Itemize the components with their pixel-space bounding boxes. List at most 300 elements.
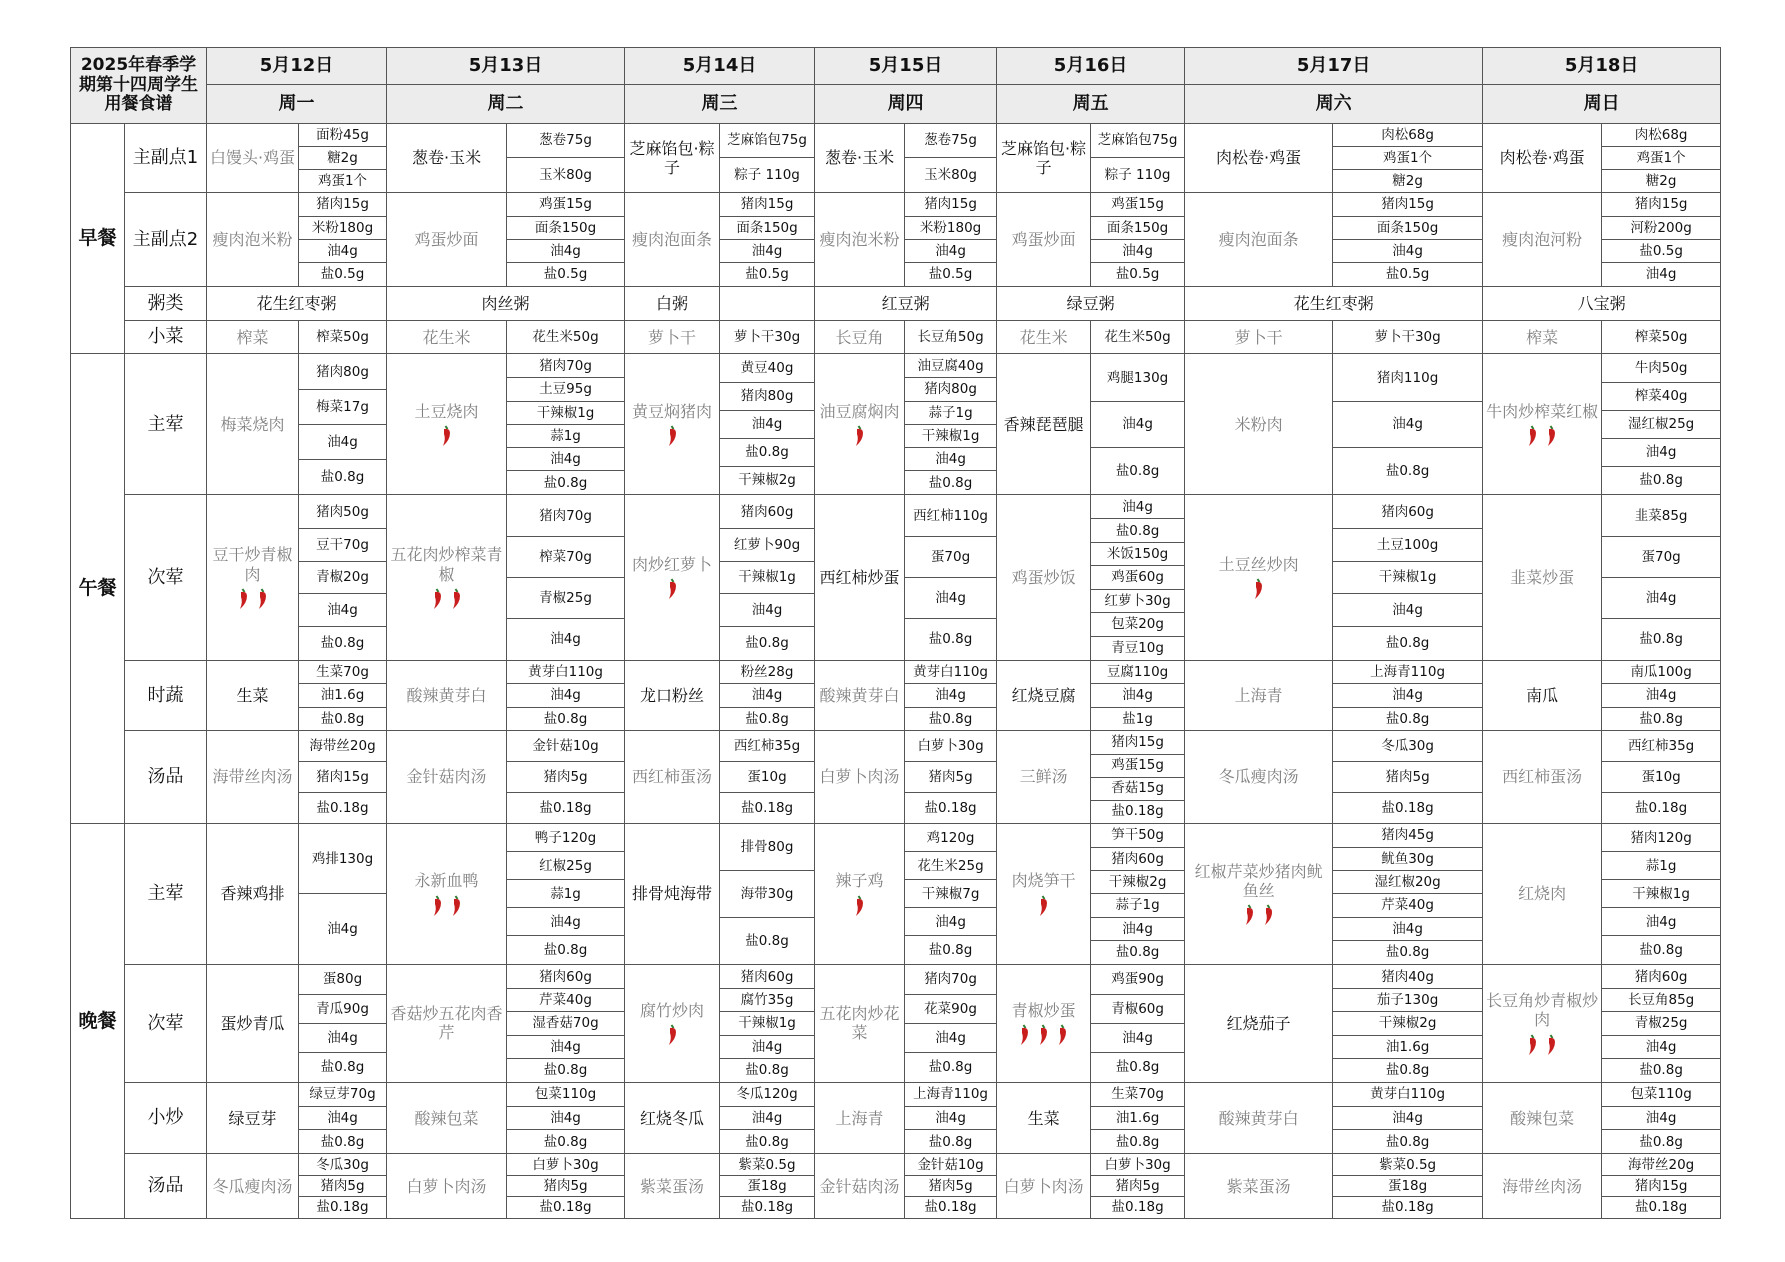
dish-label: 白馒头·鸡蛋: [209, 148, 296, 168]
dish-label: 酸辣黄芽白: [819, 685, 900, 705]
ingredient-item: 盐0.5g: [1602, 239, 1720, 262]
ingredient-item: 猪肉15g: [1111, 734, 1164, 751]
chili-pepper-icon: [431, 588, 444, 610]
ingredient-item: 盐0.8g: [905, 1052, 996, 1081]
dish-name: [1483, 123, 1602, 193]
ingredient-item: 猪肉45g: [1381, 827, 1434, 844]
dish-label: 葱卷·玉米: [825, 148, 895, 168]
ingredient-item: 河粉200g: [1602, 216, 1720, 239]
dish-name: [207, 731, 299, 824]
ingredient-item: 盐1g: [1091, 707, 1184, 730]
ingredient-item: 笋干50g: [1111, 827, 1164, 844]
ingredient-item: 蛋18g: [1333, 1175, 1482, 1196]
ingredient-item: 鸡蛋1个: [299, 169, 386, 192]
dish-label: 榨菜: [1526, 327, 1559, 347]
dish-label: 酸辣包菜: [414, 1108, 479, 1128]
dish-name: [207, 495, 299, 660]
ingredient-item: 猪肉15g: [316, 196, 369, 213]
dish-name: [1483, 964, 1602, 1082]
ingredient-item: 青瓜90g: [299, 994, 386, 1023]
dish-name: [1185, 1082, 1333, 1154]
ingredient-item: 盐0.5g: [507, 262, 624, 285]
ingredient-item: 盐0.18g: [507, 1196, 624, 1217]
ingredient-list: [720, 354, 815, 495]
ingredient-list: [299, 1154, 387, 1219]
dish-name: [625, 823, 720, 964]
ingredient-item: 米饭150g: [1091, 542, 1184, 565]
ingredient-item: 猪肉5g: [905, 1175, 996, 1196]
ingredient-list: [905, 964, 997, 1082]
ingredient-item: 猪肉110g: [1376, 369, 1439, 386]
dish-name: [997, 123, 1091, 193]
ingredient-list: [1091, 1082, 1185, 1154]
dish-label: 鸡蛋炒面: [414, 229, 479, 249]
ingredient-item: 盐0.18g: [299, 792, 386, 823]
dish-name: [997, 823, 1091, 964]
chili-pepper-icon: [1545, 425, 1558, 447]
dish-label: 永新血鸭: [414, 871, 479, 891]
chili-pepper-icon: [450, 588, 463, 610]
spicy-indicator: [389, 425, 504, 447]
ingredient-item: 干辣椒2g: [1333, 1011, 1482, 1034]
ingredient-item: 鸡120g: [926, 829, 975, 846]
dish-label: 芝麻馅包·粽子: [629, 138, 715, 177]
ingredient-item: 榨菜50g: [316, 329, 369, 346]
ingredient-item: 油4g: [1333, 239, 1482, 262]
section-label: 主副点2: [125, 193, 207, 287]
ingredient-item: 黄芽白110g: [1370, 1086, 1446, 1103]
dish-name: [625, 123, 720, 193]
ingredient-item: 盐0.8g: [905, 1129, 996, 1153]
ingredient-item: 干辣椒1g: [1333, 561, 1482, 594]
ingredient-list: [1091, 321, 1185, 354]
dish-label: 青椒炒蛋: [1011, 1000, 1076, 1020]
ingredient-list: [720, 1154, 815, 1219]
dish-label: 瘦肉泡米粉: [819, 229, 900, 249]
dish-label: 瘦肉泡米粉: [212, 229, 293, 249]
ingredient-list: [507, 193, 625, 287]
chili-pepper-icon: [1262, 904, 1275, 926]
ingredient-item: 蒜子1g: [905, 401, 996, 424]
ingredient-item: 油4g: [720, 593, 814, 626]
ingredient-item: 蛋70g: [905, 536, 996, 577]
porridge-cell: 红豆粥: [815, 286, 997, 320]
dish-name: [387, 321, 507, 354]
ingredient-item: 猪肉70g: [924, 971, 977, 988]
dish-name: [625, 354, 720, 495]
ingredient-item: 白萝卜30g: [917, 738, 984, 755]
ingredient-list: [905, 495, 997, 660]
ingredient-item: 盐0.8g: [299, 626, 386, 659]
spicy-indicator: [817, 425, 902, 447]
ingredient-item: 猪肉80g: [720, 382, 814, 410]
ingredient-item: 蒜1g: [507, 424, 624, 447]
date-header: 5月15日: [815, 48, 997, 85]
ingredient-item: 盐0.5g: [1091, 262, 1184, 285]
ingredient-item: 盐0.5g: [905, 262, 996, 285]
ingredient-list: [720, 1082, 815, 1154]
section-label: 粥类: [125, 286, 207, 320]
ingredient-item: 包菜110g: [1630, 1086, 1692, 1103]
dish-name: [815, 123, 905, 193]
dish-name: [1185, 731, 1333, 824]
ingredient-item: 萝卜干30g: [1374, 329, 1441, 346]
dish-name: [997, 1082, 1091, 1154]
dish-name: [997, 731, 1091, 824]
ingredient-item: 猪肉60g: [740, 968, 794, 985]
dish-label: 花生米: [422, 327, 471, 347]
ingredient-item: 糖2g: [1333, 169, 1482, 192]
dish-label: 萝卜干: [648, 327, 697, 347]
dish-name: [997, 354, 1091, 495]
ingredient-item: 猪肉120g: [1630, 829, 1692, 846]
ingredient-item: 油4g: [1091, 239, 1184, 262]
ingredient-item: 韭菜85g: [1634, 507, 1688, 524]
ingredient-list: [1602, 321, 1721, 354]
ingredient-item: 油4g: [1122, 499, 1153, 516]
dish-label: 紫菜蛋汤: [640, 1176, 705, 1196]
ingredient-item: 干辣椒2g: [720, 466, 814, 494]
ingredient-item: 面粉45g: [316, 126, 369, 143]
ingredient-item: 青豆10g: [1091, 636, 1184, 659]
ingredient-item: 青椒60g: [1091, 994, 1184, 1023]
ingredient-item: 盐0.8g: [299, 1052, 386, 1081]
ingredient-list: [1602, 354, 1721, 495]
dish-name: [387, 964, 507, 1082]
dish-name: [1483, 193, 1602, 287]
ingredient-item: 油4g: [905, 683, 996, 706]
ingredient-item: 萝卜干30g: [733, 329, 801, 346]
ingredient-item: 油4g: [720, 239, 814, 262]
ingredient-list: [720, 823, 815, 964]
dish-name: [1185, 354, 1333, 495]
ingredient-item: 冬瓜120g: [736, 1086, 798, 1103]
ingredient-item: 油4g: [507, 239, 624, 262]
ingredient-item: 面条150g: [1333, 216, 1482, 239]
ingredient-item: 盐0.18g: [299, 1196, 386, 1217]
ingredient-item: 猪肉50g: [316, 503, 369, 520]
dish-name: [815, 495, 905, 660]
dish-label: 米粉肉: [1234, 414, 1283, 434]
ingredient-item: 鸡蛋15g: [1111, 196, 1164, 213]
chili-pepper-icon: [1252, 578, 1265, 600]
ingredient-list: [507, 1154, 625, 1219]
ingredient-item: 土豆100g: [1333, 528, 1482, 561]
ingredient-item: 盐0.8g: [1333, 1129, 1482, 1153]
ingredient-item: 豆腐110g: [1106, 663, 1169, 680]
porridge-cell: 八宝粥: [1483, 286, 1721, 320]
ingredient-item: 葱卷75g: [924, 132, 977, 149]
ingredient-list: [1091, 123, 1185, 193]
ingredient-item: 盐0.8g: [1091, 1052, 1184, 1081]
dish-name: [625, 193, 720, 287]
spicy-indicator: [389, 895, 504, 917]
ingredient-item: 盐0.18g: [1091, 800, 1184, 823]
ingredient-item: 油4g: [299, 424, 386, 459]
dish-label: 黄豆焖猪肉: [632, 401, 713, 421]
ingredient-item: 油4g: [507, 447, 624, 470]
meal-label: 早餐: [71, 123, 125, 354]
ingredient-item: 油4g: [1091, 917, 1184, 940]
dish-label: 萝卜干: [1234, 327, 1283, 347]
dish-label: 冬瓜瘦肉汤: [212, 1176, 293, 1196]
ingredient-list: [1333, 660, 1483, 731]
date-header: 5月12日: [207, 48, 387, 85]
dish-name: [625, 660, 720, 731]
ingredient-item: 芹菜40g: [507, 988, 624, 1011]
dish-name: [997, 964, 1091, 1082]
ingredient-item: 肉松68g: [1381, 126, 1434, 143]
dish-label: 芝麻馅包·粽子: [1001, 138, 1087, 177]
weekday-header: 周三: [625, 85, 815, 123]
ingredient-item: 盐0.8g: [1602, 1058, 1720, 1081]
dish-label: 南瓜: [1526, 685, 1559, 705]
ingredient-item: 猪肉5g: [1333, 761, 1482, 792]
ingredient-list: [720, 731, 815, 824]
ingredient-item: 猪肉70g: [539, 507, 592, 524]
ingredient-item: 冬瓜30g: [1381, 738, 1434, 755]
dish-label: 红烧茄子: [1226, 1013, 1291, 1033]
ingredient-item: 青椒25g: [1602, 1011, 1720, 1034]
ingredient-list: [905, 354, 997, 495]
date-header: 5月16日: [997, 48, 1185, 85]
ingredient-item: 榨菜40g: [1602, 382, 1720, 410]
ingredient-list: [1602, 495, 1721, 660]
ingredient-item: 油4g: [1091, 683, 1184, 706]
dish-label: 鸡蛋炒面: [1011, 229, 1076, 249]
dish-label: 香辣琵琶腿: [1003, 414, 1084, 434]
ingredient-list: [1333, 1082, 1483, 1154]
dish-label: 榨菜: [236, 327, 269, 347]
ingredient-item: 油4g: [1602, 1106, 1720, 1130]
ingredient-item: 干辣椒1g: [905, 424, 996, 447]
ingredient-item: 上海青110g: [913, 1086, 988, 1103]
chili-pepper-icon: [1056, 1024, 1069, 1046]
dish-label: 瘦肉泡面条: [1218, 229, 1299, 249]
ingredient-item: 猪肉5g: [507, 761, 624, 792]
dish-label: 白萝卜肉汤: [1003, 1176, 1084, 1196]
ingredient-list: [507, 1082, 625, 1154]
dish-name: [1483, 660, 1602, 731]
ingredient-item: 盐0.8g: [905, 470, 996, 493]
ingredient-list: [1091, 964, 1185, 1082]
ingredient-list: [1091, 823, 1185, 964]
section-label: 汤品: [125, 731, 207, 824]
ingredient-item: 盐0.8g: [720, 1058, 814, 1081]
dish-label: 西红柿炒蛋: [819, 567, 900, 587]
ingredient-list: [299, 321, 387, 354]
ingredient-item: 榨菜70g: [507, 536, 624, 577]
ingredient-item: 长豆角50g: [917, 329, 984, 346]
ingredient-item: 蒜1g: [507, 879, 624, 907]
ingredient-item: 包菜110g: [534, 1086, 597, 1103]
weekday-header: 周二: [387, 85, 625, 123]
section-label: 次荤: [125, 495, 207, 660]
dish-label: 韭菜炒蛋: [1510, 567, 1575, 587]
ingredient-item: 玉米80g: [507, 157, 624, 192]
spicy-indicator: [999, 1024, 1088, 1046]
ingredient-item: 盐0.8g: [507, 470, 624, 493]
dish-label: 上海青: [835, 1108, 884, 1128]
ingredient-item: 油豆腐40g: [917, 357, 984, 374]
ingredient-item: 干辣椒1g: [1602, 879, 1720, 907]
ingredient-item: 油4g: [720, 410, 814, 438]
ingredient-list: [905, 731, 997, 824]
ingredient-item: 白萝卜30g: [1104, 1156, 1171, 1173]
ingredient-item: 生菜70g: [316, 663, 369, 680]
dish-name: [815, 660, 905, 731]
ingredient-item: 猪肉15g: [1381, 196, 1434, 213]
ingredient-list: [1602, 1154, 1721, 1219]
ingredient-list: [720, 321, 815, 354]
ingredient-item: 蛋18g: [720, 1175, 814, 1196]
ingredient-item: 盐0.18g: [1602, 792, 1720, 823]
ingredient-item: 油4g: [1091, 1023, 1184, 1052]
ingredient-item: 盐0.8g: [720, 438, 814, 466]
ingredient-list: [905, 1154, 997, 1219]
chili-pepper-icon: [1545, 1034, 1558, 1056]
ingredient-item: 湿香菇70g: [507, 1011, 624, 1034]
dish-name: [997, 321, 1091, 354]
dish-label: 龙口粉丝: [640, 685, 705, 705]
ingredient-list: [507, 321, 625, 354]
ingredient-list: [1091, 660, 1185, 731]
ingredient-item: 蛋10g: [720, 761, 814, 792]
ingredient-list: [1091, 731, 1185, 824]
ingredient-list: [299, 495, 387, 660]
ingredient-item: 盐0.18g: [1091, 1196, 1184, 1217]
chili-pepper-icon: [440, 425, 453, 447]
ingredient-item: 鸡蛋90g: [1111, 971, 1164, 988]
spicy-indicator: [999, 895, 1088, 917]
ingredient-item: 蛋70g: [1602, 536, 1720, 577]
ingredient-item: 油4g: [299, 593, 386, 626]
ingredient-item: 盐0.5g: [299, 262, 386, 285]
spicy-indicator: [1485, 425, 1599, 447]
spicy-indicator: [1485, 1034, 1599, 1056]
ingredient-item: 猪肉80g: [316, 363, 369, 380]
chili-pepper-icon: [431, 895, 444, 917]
ingredient-item: 猪肉15g: [1634, 196, 1688, 213]
ingredient-item: 金针菇10g: [917, 1156, 984, 1173]
ingredient-item: 生菜70g: [1111, 1086, 1164, 1103]
ingredient-item: 猪肉15g: [299, 761, 386, 792]
ingredient-item: 盐0.5g: [720, 262, 814, 285]
dish-name: [207, 1082, 299, 1154]
dish-label: 红椒芹菜炒猪肉鱿鱼丝: [1194, 861, 1323, 900]
ingredient-item: 糖2g: [1602, 169, 1720, 192]
ingredient-list: [720, 660, 815, 731]
dish-name: [1185, 1154, 1333, 1219]
dish-name: [207, 193, 299, 287]
dish-name: [387, 354, 507, 495]
dish-label: 白萝卜肉汤: [406, 1176, 487, 1196]
ingredient-item: 海带丝20g: [1627, 1156, 1695, 1173]
ingredient-item: 包菜20g: [1091, 612, 1184, 635]
ingredient-item: 红萝卜30g: [1091, 589, 1184, 612]
ingredient-item: 盐0.8g: [1602, 466, 1720, 494]
ingredient-list: [1091, 495, 1185, 660]
ingredient-list: [1602, 193, 1721, 287]
dish-label: 紫菜蛋汤: [1226, 1176, 1291, 1196]
dish-label: 鸡蛋炒饭: [1011, 567, 1076, 587]
ingredient-item: 蛋80g: [322, 971, 363, 988]
meal-label: 午餐: [71, 354, 125, 824]
ingredient-item: 盐0.8g: [507, 1058, 624, 1081]
dish-name: [207, 354, 299, 495]
ingredient-item: 猪肉60g: [1634, 968, 1688, 985]
ingredient-list: [905, 193, 997, 287]
dish-name: [1185, 964, 1333, 1082]
ingredient-item: 肉松68g: [1634, 126, 1688, 143]
ingredient-list: [507, 731, 625, 824]
ingredient-item: 青椒20g: [299, 561, 386, 594]
ingredient-list: [1602, 964, 1721, 1082]
dish-name: [1185, 193, 1333, 287]
dish-label: 肉烧笋干: [1011, 871, 1076, 891]
porridge-cell: 花生红枣粥: [1185, 286, 1483, 320]
dish-name: [1483, 1154, 1602, 1219]
ingredient-item: 鸡蛋60g: [1091, 565, 1184, 588]
ingredient-item: 油4g: [720, 1035, 814, 1058]
weekday-header: 周一: [207, 85, 387, 123]
spicy-indicator: [627, 1024, 717, 1046]
ingredient-item: 油4g: [905, 1023, 996, 1052]
dish-label: 酸辣包菜: [1510, 1108, 1575, 1128]
ingredient-item: 长豆角85g: [1602, 988, 1720, 1011]
weekday-header: 周六: [1185, 85, 1483, 123]
ingredient-item: 红萝卜90g: [720, 528, 814, 561]
ingredient-item: 青椒25g: [507, 577, 624, 618]
dish-label: 肉松卷·鸡蛋: [1499, 148, 1585, 168]
ingredient-item: 油1.6g: [1333, 1035, 1482, 1058]
ingredient-item: 盐0.18g: [1333, 792, 1482, 823]
dish-name: [1483, 354, 1602, 495]
ingredient-item: 盐0.8g: [1333, 447, 1482, 494]
ingredient-list: [1091, 193, 1185, 287]
dish-name: [207, 823, 299, 964]
ingredient-item: 黄豆40g: [740, 360, 794, 377]
ingredient-item: 冬瓜30g: [316, 1156, 369, 1173]
section-label: 主荤: [125, 823, 207, 964]
ingredient-item: 盐0.18g: [507, 792, 624, 823]
spicy-indicator: [627, 578, 717, 600]
ingredient-item: 蒜子1g: [1091, 893, 1184, 916]
dish-name: [207, 123, 299, 193]
ingredient-item: 盐0.8g: [1602, 618, 1720, 659]
ingredient-item: 油4g: [720, 1106, 814, 1130]
ingredient-item: 盐0.8g: [299, 459, 386, 494]
ingredient-item: 西红柿35g: [733, 738, 801, 755]
dish-label: 豆干炒青椒肉: [212, 545, 293, 584]
chili-pepper-icon: [666, 578, 679, 600]
ingredient-item: 牛肉50g: [1634, 360, 1688, 377]
ingredient-item: 盐0.8g: [299, 707, 386, 730]
date-header: 5月18日: [1483, 48, 1721, 85]
ingredient-item: 干辣椒2g: [1091, 870, 1184, 893]
ingredient-list: [1602, 660, 1721, 731]
porridge-empty-cell: [720, 286, 815, 320]
date-header: 5月17日: [1185, 48, 1483, 85]
ingredient-item: 盐0.8g: [905, 618, 996, 659]
dish-name: [207, 321, 299, 354]
ingredient-item: 油4g: [1333, 1106, 1482, 1130]
ingredient-item: 鸡蛋15g: [539, 196, 592, 213]
ingredient-item: 芝麻馅包75g: [1097, 132, 1178, 149]
ingredient-item: 花生米50g: [532, 329, 599, 346]
ingredient-list: [299, 1082, 387, 1154]
dish-name: [387, 123, 507, 193]
